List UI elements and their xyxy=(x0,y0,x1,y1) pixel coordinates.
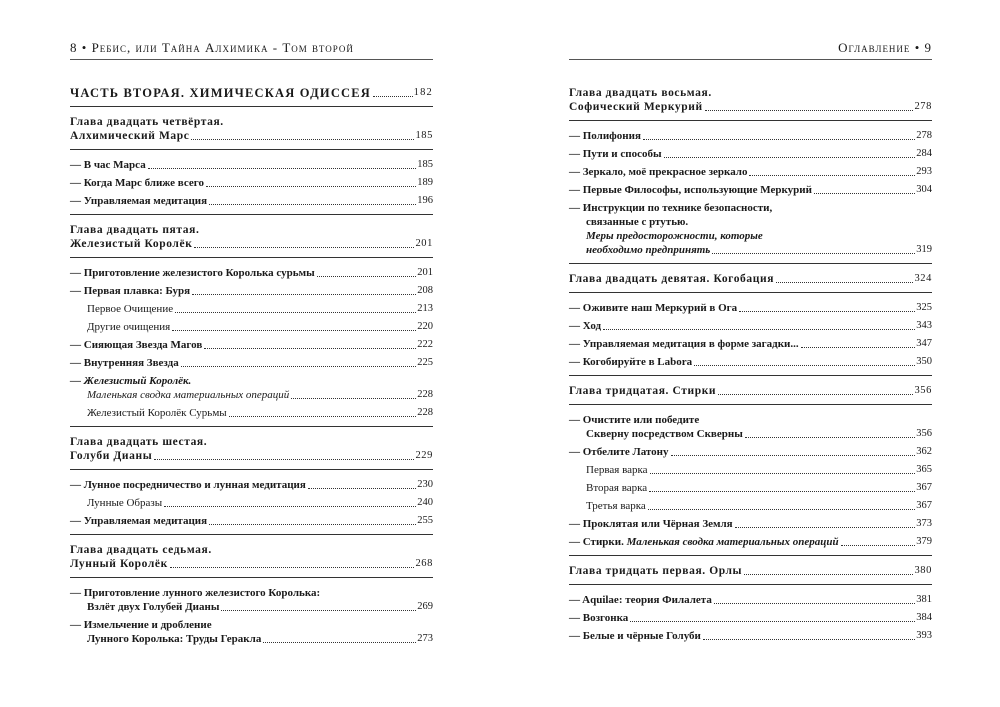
leader-dots xyxy=(745,437,915,438)
toc-page-number: 373 xyxy=(916,518,932,529)
toc-entry-title: Лунный Королёк xyxy=(70,558,168,570)
divider xyxy=(569,263,932,264)
toc-page-number: 343 xyxy=(916,320,932,331)
toc-entry[interactable] xyxy=(569,611,932,625)
toc-entry[interactable] xyxy=(569,593,932,607)
toc-page-number: 255 xyxy=(417,515,433,526)
toc-entry-title: Глава двадцать девятая. Когобация xyxy=(569,273,775,285)
divider xyxy=(70,469,433,470)
running-header-right xyxy=(569,40,932,60)
toc-entry[interactable] xyxy=(569,535,932,549)
toc-page-number: 278 xyxy=(916,130,932,141)
toc-page-number: 278 xyxy=(914,101,932,112)
divider xyxy=(569,555,932,556)
toc-entry[interactable] xyxy=(569,129,932,143)
leader-dots xyxy=(170,567,415,568)
toc-entry-title: — Ход xyxy=(569,320,602,332)
toc-page-number: 367 xyxy=(916,500,932,511)
toc-entry-chapter[interactable] xyxy=(70,129,433,143)
toc-page-number: 213 xyxy=(417,303,433,314)
divider xyxy=(70,106,433,107)
leader-dots xyxy=(172,330,416,331)
leader-dots xyxy=(148,168,417,169)
toc-entry[interactable] xyxy=(70,496,433,510)
toc-entry[interactable] xyxy=(70,356,433,370)
divider xyxy=(70,534,433,535)
toc-entry-line: — Железистый Королёк. xyxy=(70,375,192,387)
toc-entry-title: Глава тридцатая. Стирки xyxy=(569,385,717,397)
toc-entry-line: — Инструкции по технике безопасности, xyxy=(569,202,773,214)
page-number: 9 xyxy=(924,40,932,55)
divider xyxy=(569,292,932,293)
toc-entry-title: — Оживите наш Меркурий в Ога xyxy=(569,302,738,314)
leader-dots xyxy=(694,365,915,366)
toc-entry[interactable] xyxy=(569,463,932,477)
toc-entry-title: Лунные Образы xyxy=(87,497,163,509)
leader-dots xyxy=(181,366,417,367)
toc-page-number: 201 xyxy=(415,238,433,249)
toc-entry-title: — Управляемая медитация xyxy=(70,515,208,527)
toc-entry[interactable] xyxy=(70,478,433,492)
toc-entry-title: — Когобируйте в Labora xyxy=(569,356,693,368)
toc-entry-line: — Измельчение и дробление xyxy=(70,619,212,631)
toc-entry-title: — Проклятая или Чёрная Земля xyxy=(569,518,733,530)
toc-page-number: 362 xyxy=(916,446,932,457)
toc-entry-multiline[interactable] xyxy=(70,618,433,646)
toc-page-number: 393 xyxy=(916,630,932,641)
toc-entry-line: необходимо предпринять xyxy=(586,244,711,256)
divider xyxy=(569,584,932,585)
running-header-left xyxy=(70,40,433,60)
leader-dots xyxy=(718,394,913,395)
toc-entry-multiline[interactable] xyxy=(569,413,932,441)
toc-page-number: 356 xyxy=(914,385,932,396)
toc-entry[interactable] xyxy=(70,320,433,334)
toc-entry-chapter[interactable] xyxy=(569,564,932,578)
leader-dots xyxy=(712,253,915,254)
toc-page-number: 367 xyxy=(916,482,932,493)
toc-entry-title: Софический Меркурий xyxy=(569,101,703,113)
toc-entry[interactable] xyxy=(569,517,932,531)
leader-dots xyxy=(317,276,417,277)
toc-entry-line: Лунного Королька: Труды Геракла xyxy=(87,633,262,645)
toc-entry-title: — Первые Философы, использующие Меркурий xyxy=(569,184,812,196)
toc-entry[interactable] xyxy=(569,147,932,161)
toc-entry[interactable] xyxy=(70,158,433,172)
leader-dots xyxy=(192,294,416,295)
leader-dots xyxy=(643,139,915,140)
leader-dots xyxy=(263,642,416,643)
toc-entry-title xyxy=(569,535,839,549)
toc-entry-title: Другие очищения xyxy=(87,321,171,333)
toc-entry-line: Меры предосторожности, которые xyxy=(586,230,763,242)
toc-page-number: 304 xyxy=(916,184,932,195)
toc-entry-title: — В час Марса xyxy=(70,159,146,171)
toc-entry[interactable] xyxy=(569,337,932,351)
leader-dots xyxy=(204,348,416,349)
toc-page-number: 365 xyxy=(916,464,932,475)
leader-dots xyxy=(749,175,915,176)
divider xyxy=(70,214,433,215)
toc-page-number: 185 xyxy=(415,130,433,141)
toc-entry-title: — Белые и чёрные Голуби xyxy=(569,630,701,642)
toc-page-number: 230 xyxy=(417,479,433,490)
leader-dots xyxy=(209,204,416,205)
toc-entry-title: Глава тридцать первая. Орлы xyxy=(569,565,743,577)
toc-page-number: 196 xyxy=(417,195,433,206)
toc-entry[interactable] xyxy=(569,165,932,179)
toc-entry-title: — Зеркало, моё прекрасное зеркало xyxy=(569,166,748,178)
leader-dots xyxy=(630,621,915,622)
leader-dots xyxy=(739,311,915,312)
toc-page-number: 220 xyxy=(417,321,433,332)
toc-page-number: 381 xyxy=(916,594,932,605)
divider xyxy=(70,257,433,258)
leader-dots xyxy=(649,491,915,492)
toc-entry[interactable] xyxy=(70,176,433,190)
toc-page-number: 347 xyxy=(916,338,932,349)
toc-entry-line: Скверну посредством Скверны xyxy=(586,428,743,440)
toc-entry[interactable] xyxy=(569,183,932,197)
toc-entry[interactable] xyxy=(569,499,932,513)
leader-dots xyxy=(191,139,414,140)
toc-entry-title: — Полифония xyxy=(569,130,641,142)
chapter-heading-line: Глава двадцать пятая. xyxy=(70,224,200,236)
toc-entry-multiline[interactable] xyxy=(70,586,433,614)
toc-entry[interactable] xyxy=(569,319,932,333)
chapter-heading-line: Глава двадцать восьмая. xyxy=(569,87,712,99)
leader-dots xyxy=(705,110,914,111)
running-title: Оглавление xyxy=(838,40,911,55)
toc-entry-title: — Отбелите Латону xyxy=(569,446,669,458)
leader-dots xyxy=(664,157,916,158)
toc-entry-italic: Маленькая сводка материальных операций xyxy=(626,536,839,548)
leader-dots xyxy=(814,193,915,194)
toc-entry[interactable] xyxy=(70,284,433,298)
toc-entry-title: Голуби Дианы xyxy=(70,450,153,462)
toc-page-number: 379 xyxy=(916,536,932,547)
divider xyxy=(569,404,932,405)
chapter-heading-line: Глава двадцать четвёртая. xyxy=(70,116,224,128)
toc-page-number: 228 xyxy=(417,407,433,418)
toc-entry[interactable] xyxy=(70,338,433,352)
toc-entry[interactable] xyxy=(569,445,932,459)
leader-dots xyxy=(291,398,416,399)
toc-entry-multiline[interactable] xyxy=(569,201,932,257)
toc-page-number: 189 xyxy=(417,177,433,188)
leader-dots xyxy=(650,473,916,474)
toc-page-number: 182 xyxy=(413,87,433,98)
toc-page-number: 228 xyxy=(417,389,433,400)
leader-dots xyxy=(308,488,416,489)
toc-page-number: 350 xyxy=(916,356,932,367)
toc-entry-title: — Внутренняя Звезда xyxy=(70,357,179,369)
toc-page-number: 356 xyxy=(916,428,932,439)
toc-entry-title: Вторая варка xyxy=(586,482,648,494)
toc-page-number: 229 xyxy=(415,450,433,461)
toc-page-number: 225 xyxy=(417,357,433,368)
leader-dots xyxy=(648,509,915,510)
toc-page-number: 380 xyxy=(914,565,932,576)
leader-dots xyxy=(744,574,913,575)
leader-dots xyxy=(841,545,916,546)
toc-entry[interactable] xyxy=(569,301,932,315)
leader-dots xyxy=(194,247,414,248)
toc-entry-title: Третья варка xyxy=(586,500,646,512)
toc-entry-line: — Очистите или победите xyxy=(569,414,700,426)
toc-entry-title: — Когда Марс ближе всего xyxy=(70,177,204,189)
toc-page-number: 201 xyxy=(417,267,433,278)
toc-entry-title: — Aquilae: теория Филалета xyxy=(569,594,712,606)
toc-entry-title: — Возгонка xyxy=(569,612,629,624)
toc-page-number: 240 xyxy=(417,497,433,508)
toc-entry-line: связанные с ртутью. xyxy=(586,216,689,228)
leader-dots xyxy=(229,416,417,417)
leader-dots xyxy=(735,527,916,528)
toc-entry-title: — Первая плавка: Буря xyxy=(70,285,191,297)
toc-page-number: 384 xyxy=(916,612,932,623)
toc-entry[interactable] xyxy=(569,629,932,643)
toc-entry-title: — Пути и способы xyxy=(569,148,662,160)
leader-dots xyxy=(154,459,414,460)
page-number: 8 xyxy=(70,40,78,55)
divider xyxy=(70,426,433,427)
leader-dots xyxy=(801,347,916,348)
toc-page-number: 222 xyxy=(417,339,433,350)
chapter-heading-line: Глава двадцать седьмая. xyxy=(70,544,212,556)
toc-entry[interactable] xyxy=(569,481,932,495)
leader-dots xyxy=(209,524,416,525)
toc-entry-line: Взлёт двух Голубей Дианы xyxy=(87,601,220,613)
toc-entry-title: Железистый Королёк Сурьмы xyxy=(87,407,227,419)
toc-page-number: 319 xyxy=(916,244,932,255)
leader-dots xyxy=(373,96,413,97)
bullet: • xyxy=(81,40,88,55)
table-of-contents-right xyxy=(569,86,932,647)
toc-entry-part[interactable] xyxy=(70,86,433,100)
toc-entry-chapter[interactable] xyxy=(569,384,932,398)
toc-entry-chapter[interactable] xyxy=(569,100,932,114)
toc-entry-title: ЧАСТЬ ВТОРАЯ. ХИМИЧЕСКАЯ ОДИССЕЯ xyxy=(70,86,372,100)
toc-entry-chapter[interactable] xyxy=(70,449,433,463)
toc-entry[interactable] xyxy=(70,514,433,528)
toc-entry[interactable] xyxy=(569,355,932,369)
divider xyxy=(70,577,433,578)
running-title: Ребис, или Тайна Алхимика - Том второй xyxy=(91,40,354,55)
toc-entry-chapter[interactable] xyxy=(569,272,932,286)
leader-dots xyxy=(164,506,416,507)
toc-entry[interactable] xyxy=(70,302,433,316)
leader-dots xyxy=(206,186,416,187)
leader-dots xyxy=(703,639,915,640)
toc-page-number: 273 xyxy=(417,633,433,644)
divider xyxy=(70,149,433,150)
toc-entry[interactable] xyxy=(70,194,433,208)
toc-page-number: 293 xyxy=(916,166,932,177)
toc-page-number: 185 xyxy=(417,159,433,170)
leader-dots xyxy=(175,312,416,313)
toc-page-number: 324 xyxy=(914,273,932,284)
toc-entry-title: Железистый Королёк xyxy=(70,238,193,250)
toc-entry-title: — Управляемая медитация в форме загадки... xyxy=(569,338,799,350)
toc-entry-title: Алхимический Марс xyxy=(70,130,190,142)
toc-entry-title: Первое Очищение xyxy=(87,303,174,315)
toc-entry-chapter[interactable] xyxy=(70,237,433,251)
toc-entry-title: — Приготовление железистого Королька сурьмы xyxy=(70,267,315,279)
leader-dots xyxy=(776,282,913,283)
toc-page-number: 284 xyxy=(916,148,932,159)
toc-page-number: 208 xyxy=(417,285,433,296)
leader-dots xyxy=(603,329,915,330)
bullet: • xyxy=(914,40,921,55)
toc-entry-line: — Приготовление лунного железистого Королька: xyxy=(70,587,321,599)
toc-entry[interactable] xyxy=(70,266,433,280)
toc-entry-chapter[interactable] xyxy=(70,557,433,571)
divider xyxy=(569,375,932,376)
chapter-heading-line: Глава двадцать шестая. xyxy=(70,436,208,448)
toc-entry-line: Маленькая сводка материальных операций xyxy=(87,389,290,401)
toc-entry-prefix: — Стирки. xyxy=(569,536,627,548)
table-of-contents-left xyxy=(70,86,433,650)
toc-entry-multiline[interactable] xyxy=(70,374,433,402)
leader-dots xyxy=(221,610,416,611)
toc-entry[interactable] xyxy=(70,406,433,420)
divider xyxy=(569,120,932,121)
leader-dots xyxy=(714,603,915,604)
toc-entry-title: — Лунное посредничество и лунная медитация xyxy=(70,479,306,491)
toc-page-number: 268 xyxy=(415,558,433,569)
toc-entry-title: Первая варка xyxy=(586,464,648,476)
toc-page-number: 325 xyxy=(916,302,932,313)
toc-entry-title: — Сияющая Звезда Магов xyxy=(70,339,203,351)
toc-entry-title: — Управляемая медитация xyxy=(70,195,208,207)
toc-page-number: 269 xyxy=(417,601,433,612)
leader-dots xyxy=(671,455,916,456)
